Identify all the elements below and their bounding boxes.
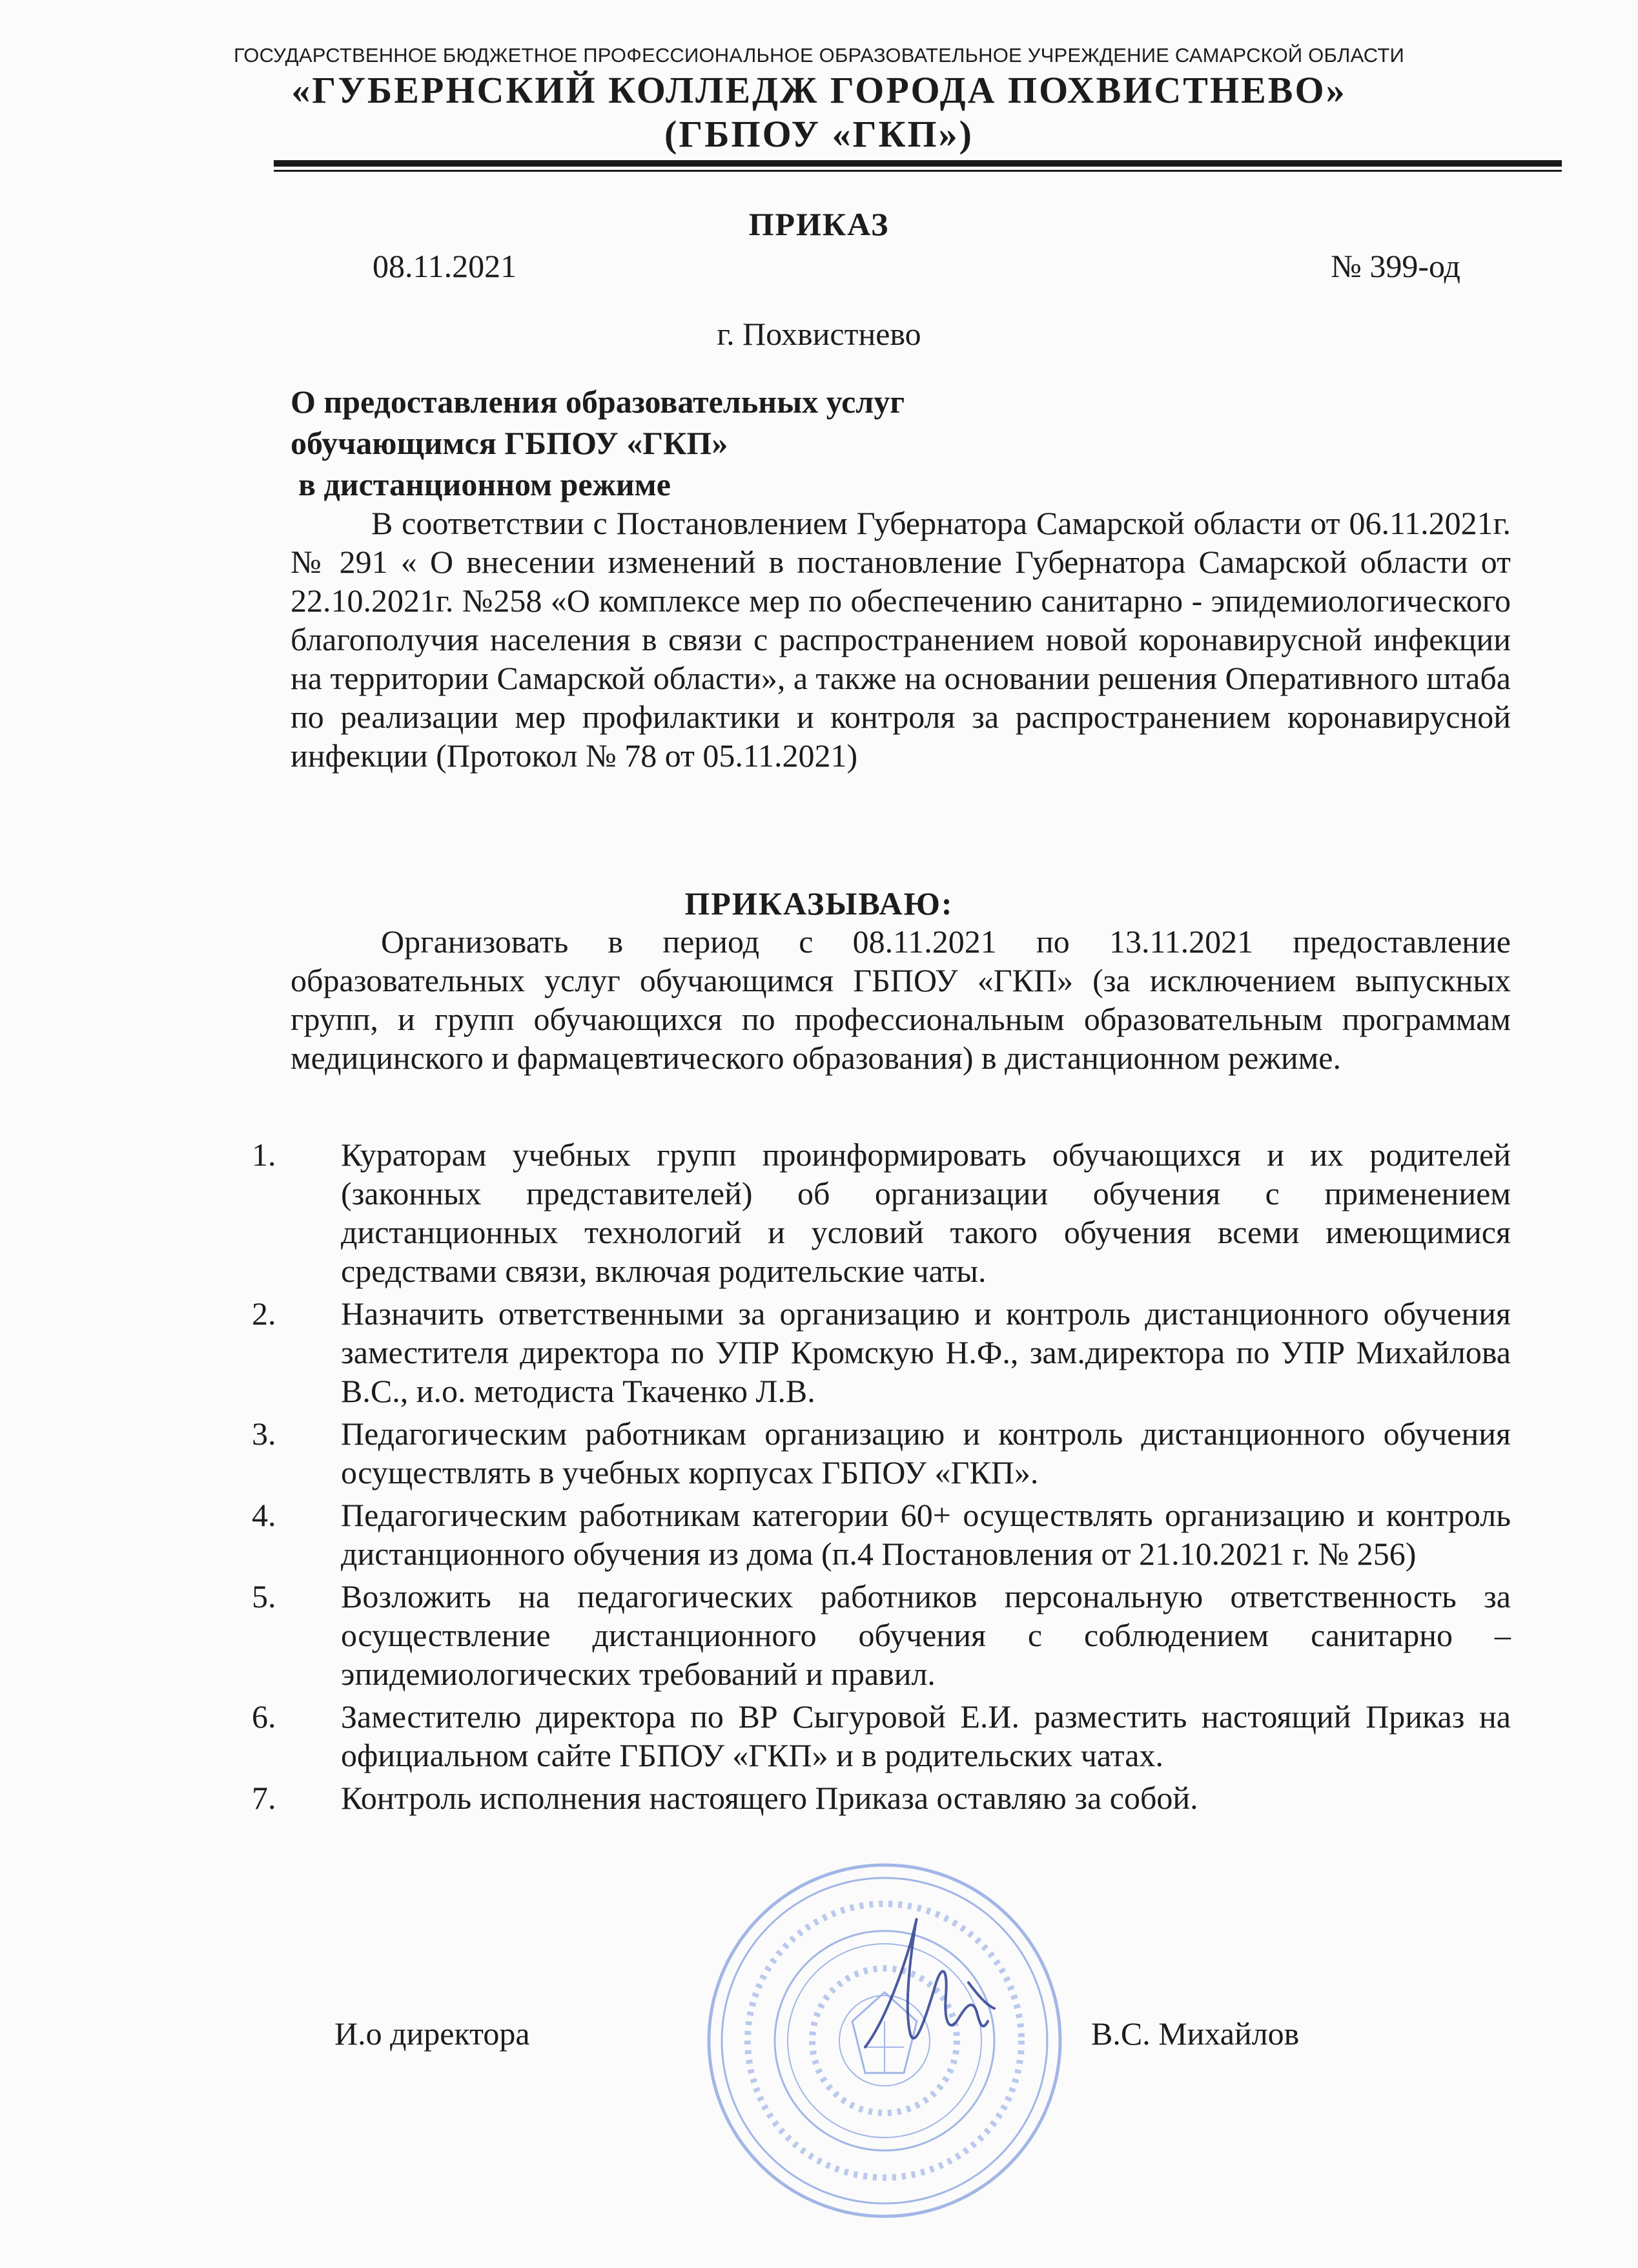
- header-rule-thin: [274, 170, 1562, 172]
- list-item-number: 3.: [252, 1416, 276, 1452]
- institution-line: ГОСУДАРСТВЕННОЕ БЮДЖЕТНОЕ ПРОФЕССИОНАЛЬНОЕ ОБРАЗОВАТЕЛЬНОЕ УЧРЕЖДЕНИЕ САМАРСКОЙ ОБЛАСТИ: [234, 44, 1404, 67]
- list-item-number: 2.: [252, 1295, 276, 1332]
- list-item-text: Заместителю директора по ВР Сыгуровой Е.И. разместить настоящий Приказ на официальном сайте ГБПОУ «ГКП» и в родительских чатах.: [341, 1698, 1511, 1773]
- signature-icon: [839, 1886, 1046, 2079]
- preamble-paragraph: В соответствии с Постановлением Губернатора Самарской области от 06.11.2021г. № 291 « О внесении изменений в постановление Губернатора Самарской области от 22.10.2021г. №258 «О комплексе мер по обеспечению санитарно - эпидемиологического благополучия населения в связи с распространением новой коронавирусной инфекции на территории Самарской области», а также на основании решения Оперативного штаба по реализации мер профилактики и контроля за распространением коронавирусной инфекции (Протокол № 78 от 05.11.2021): [291, 505, 1511, 774]
- list-item-number: 6.: [252, 1698, 276, 1735]
- list-item-number: 7.: [252, 1780, 276, 1816]
- header-rule-thick: [274, 160, 1562, 167]
- list-item-text: Педагогическим работникам категории 60+ осуществлять организацию и контроль дистанционного обучения из дома (п.4 Постановления от 21.10.2021 г. № 256): [341, 1497, 1511, 1572]
- order-items-list: [252, 1135, 1511, 1821]
- subject-line-1: О предоставления образовательных услуг: [291, 384, 905, 420]
- list-item: [252, 1414, 1511, 1492]
- signer-name: В.С. Михайлов: [1091, 2015, 1300, 2052]
- document-subject: [291, 381, 1194, 505]
- list-item-number: 4.: [252, 1497, 276, 1533]
- subject-line-3: в дистанционном режиме: [298, 466, 671, 502]
- list-item: [252, 1496, 1511, 1573]
- document-date: 08.11.2021: [373, 248, 517, 284]
- list-item: [252, 1135, 1511, 1290]
- list-item-text: Назначить ответственными за организацию и контроль дистанционного обучения заместителя директора по УПР Кромскую Н.Ф., зам.директора по УПР Михайлова В.С., и.о. методиста Ткаченко Л.В.: [341, 1295, 1511, 1409]
- list-item-text: Кураторам учебных групп проинформировать обучающихся и их родителей (законных представителей) об организации обучения с применением дистанционных технологий и условий такого обучения всеми имеющимися средствами связи, включая родительские чаты.: [341, 1137, 1511, 1289]
- college-name: «ГУБЕРНСКИЙ КОЛЛЕДЖ ГОРОДА ПОХВИСТНЕВО»: [291, 69, 1347, 111]
- list-item-text: Контроль исполнения настоящего Приказа оставляю за собой.: [341, 1780, 1198, 1816]
- document-city: г. Похвистнево: [717, 316, 921, 352]
- signer-position: И.о директора: [334, 2015, 530, 2052]
- list-item-number: 5.: [252, 1578, 276, 1614]
- list-item-text: Педагогическим работникам организацию и контроль дистанционного обучения осуществлять в учебных корпусах ГБПОУ «ГКП».: [341, 1416, 1511, 1490]
- document-title: ПРИКАЗ: [748, 206, 890, 242]
- list-item: [252, 1577, 1511, 1693]
- list-item: [252, 1778, 1511, 1817]
- list-item-number: 1.: [252, 1137, 276, 1173]
- list-item-text: Возложить на педагогических работников персональную ответственность за осуществление дистанционного обучения с соблюдением санитарно – эпидемиологических требований и правил.: [341, 1578, 1511, 1692]
- subject-line-2: обучающимся ГБПОУ «ГКП»: [291, 425, 728, 461]
- document-number: № 399-од: [1331, 248, 1460, 284]
- intro-paragraph: Организовать в период с 08.11.2021 по 13.11.2021 предоставление образовательных услуг обучающимся ГБПОУ «ГКП» (за исключением выпускных групп, и групп обучающихся по профессиональным образовательным программам медицинского и фармацевтического образования) в дистанционном режиме.: [291, 923, 1511, 1076]
- order-heading: ПРИКАЗЫВАЮ:: [684, 885, 954, 922]
- list-item: [252, 1294, 1511, 1410]
- college-short-name: (ГБПОУ «ГКП»): [664, 113, 974, 155]
- list-item: [252, 1697, 1511, 1775]
